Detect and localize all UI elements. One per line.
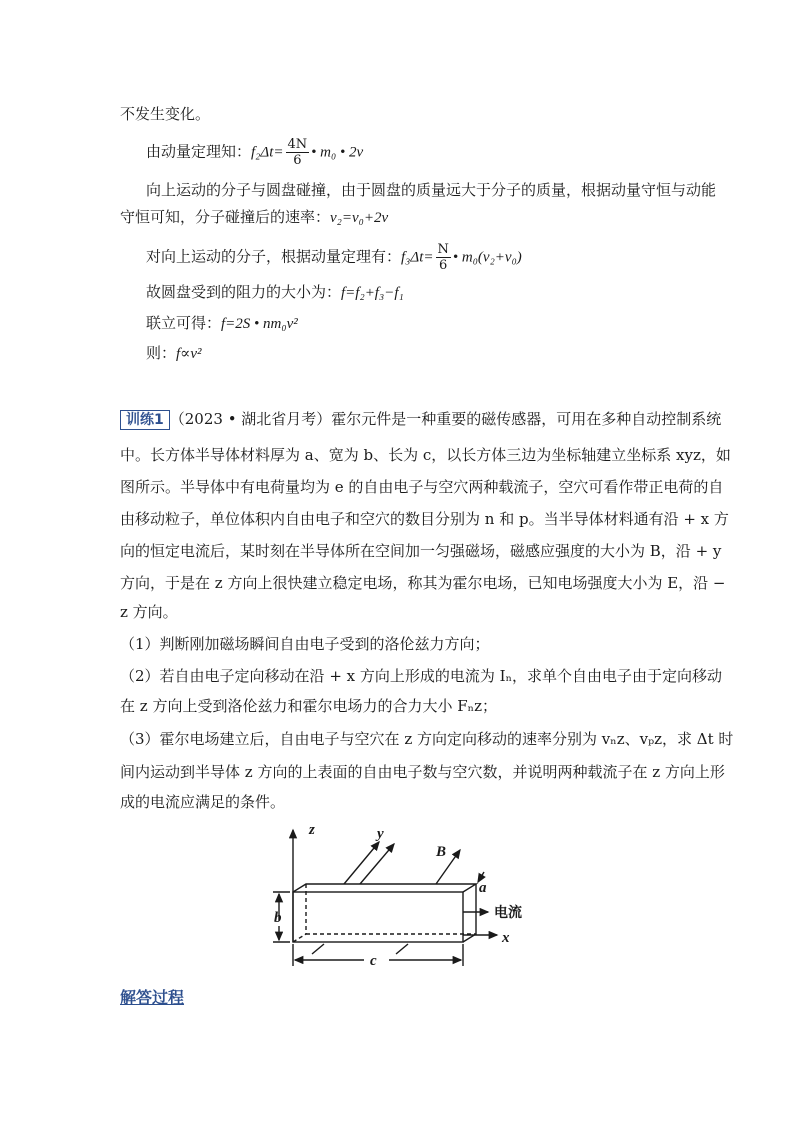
- text-line: 不发生变化。: [120, 105, 211, 123]
- formula-line-velocity: 守恒可知，分子碰撞后的速率：v₂=v₀+2v: [120, 208, 389, 226]
- exercise-line: 中。长方体半导体材料厚为 a、宽为 b、长为 c，以长方体三边为坐标轴建立坐标系 xyz，如: [120, 446, 731, 464]
- exercise-line: 由移动粒子，单位体积内自由电子和空穴的数目分别为 n 和 p。当半导体材料通有沿 + x 方: [120, 510, 729, 528]
- exercise-line: 训练1 （2023 • 湖北省月考）霍尔元件是一种重要的磁传感器，可用在多种自动控制系统: [120, 409, 721, 430]
- box-side-face: [463, 884, 476, 942]
- formula-line-proportion: 则：f∝v²: [146, 344, 202, 362]
- x-label: x: [502, 930, 510, 946]
- formula-line-result: 联立可得：f=2S • nm₀v²: [146, 314, 298, 332]
- formula-line-resistance: 故圆盘受到的阻力的大小为：f=f₂+f₃−f₁: [146, 283, 404, 301]
- question-2-line: 在 z 方向上受到洛伦兹力和霍尔电场力的合力大小 Fₙz；: [120, 697, 498, 715]
- formula-line-momentum: 由动量定理知：f₂Δt= $\frac{4N}{6}$ • m₀ • 2v: [146, 137, 364, 168]
- box-top-face: [293, 884, 476, 892]
- exercise-tag: 训练1: [120, 410, 170, 430]
- exercise-line: 向的恒定电流后，某时刻在半导体所在空间加一匀强磁场，磁感应强度的大小为 B，沿 + y: [120, 542, 722, 560]
- z-label: z: [309, 822, 315, 838]
- fraction: $\frac{N}{6}$: [437, 242, 449, 273]
- question-1: （1）判断刚加磁场瞬间自由电子受到的洛伦兹力方向；: [120, 635, 490, 653]
- c-label: c: [370, 953, 377, 969]
- hall-element-diagram: [264, 820, 534, 970]
- a-label: a: [479, 880, 487, 896]
- question-3-line: 间内运动到半导体 z 方向的上表面的自由电子数与空穴数，并说明两种载流子在 z 方向上形: [120, 763, 725, 781]
- b-label: B: [436, 844, 447, 860]
- text-line: 向上运动的分子与圆盘碰撞，由于圆盘的质量远大于分子的质量，根据动量守恒与动能: [146, 181, 717, 199]
- question-3-line: 成的电流应满足的条件。: [120, 793, 286, 811]
- b-dimension-label: b: [274, 910, 282, 926]
- formula-line-momentum-up: 对向上运动的分子，根据动量定理有：f₃Δt= $\frac{N}{6}$ • m₀(v₂+v₀): [146, 242, 522, 273]
- exercise-line: 图所示。半导体中有电荷量均为 e 的自由电子与空穴两种载流子，空穴可看作带正电荷的自: [120, 478, 724, 496]
- exercise-line: 方向，于是在 z 方向上很快建立稳定电场，称其为霍尔电场，已知电场强度大小为 E，沿 −: [120, 574, 726, 592]
- exercise-line: z 方向。: [120, 603, 178, 621]
- question-3-line: （3）霍尔电场建立后，自由电子与空穴在 z 方向定向移动的速率分别为 vₙz、vₚz，求 Δt 时: [120, 730, 734, 748]
- current-label: 电流: [494, 905, 522, 921]
- y-label: y: [377, 826, 384, 842]
- question-2-line: （2）若自由电子定向移动在沿 + x 方向上形成的电流为 Iₙ，求单个自由电子由于定向移动: [120, 667, 723, 685]
- answer-heading-link[interactable]: 解答过程: [120, 988, 185, 1007]
- fraction: $\frac{4N}{6}$: [287, 137, 308, 168]
- y-axis: [344, 842, 379, 884]
